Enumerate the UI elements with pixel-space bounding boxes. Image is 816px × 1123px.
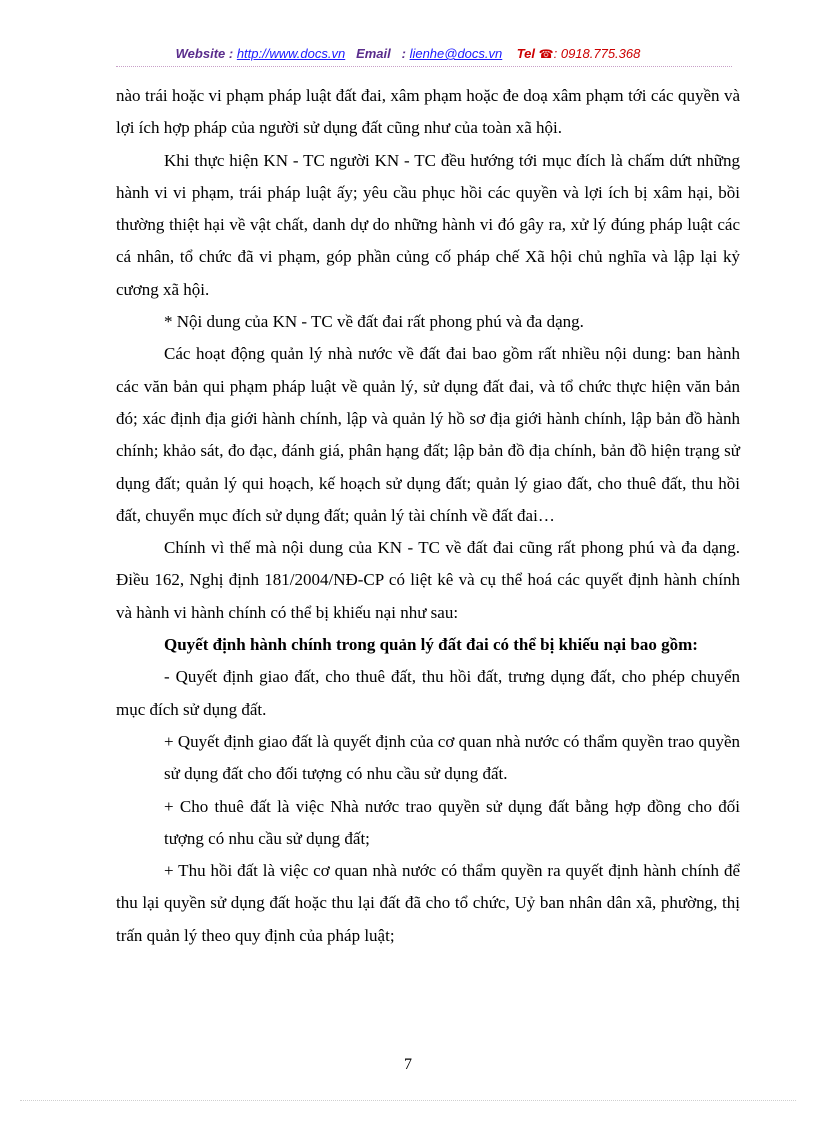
- list-item: + Thu hồi đất là việc cơ quan nhà nước có thẩm quyền ra quyết định hành chính để thu lại quyền sử dụng đất hoặc thu lại đất đã cho tổ chức, Uỷ ban nhân dân xã, phường, thị trấn quản lý theo quy định của pháp luật;: [116, 861, 740, 945]
- paragraph: * Nội dung của KN - TC về đất đai rất phong phú và đa dạng.: [164, 312, 584, 332]
- paragraph: - Quyết định giao đất, cho thuê đất, thu hồi đất, trưng dụng đất, cho phép chuyển mục đích sử dụng đất.: [116, 667, 740, 719]
- list-item: + Quyết định giao đất là quyết định của cơ quan nhà nước có thẩm quyền trao quyền sử dụng đất cho đối tượng có nhu cầu sử dụng đất.: [164, 731, 740, 784]
- page-number: 7: [404, 1056, 412, 1073]
- paragraph: Khi thực hiện KN - TC người KN - TC đều hướng tới mục đích là chấm dứt những hành vi vi phạm, trái pháp luật ấy; yêu cầu phục hồi các quyền và lợi ích bị xâm hại, bồi thường thiệt hại về vật chất, danh dự do những hành vi đó gây ra, xử lý đúng pháp luật các cá nhân, tổ chức đã vi phạm, góp phần củng cố pháp chế Xã hội chủ nghĩa và lập lại kỷ cương xã hội.: [116, 150, 740, 299]
- website-link[interactable]: http://www.docs.vn: [236, 46, 346, 61]
- tel-value: : 0918.775.368: [553, 46, 641, 61]
- website-label: Website :: [175, 46, 234, 61]
- email-link[interactable]: lienhe@docs.vn: [409, 46, 503, 61]
- email-label: Email: [356, 46, 391, 61]
- section-heading: Quyết định hành chính trong quản lý đất đai có thể bị khiếu nại bao gồm:: [164, 635, 698, 655]
- page-header: [0, 46, 816, 61]
- email-separator: :: [401, 46, 406, 61]
- phone-icon: ☎: [538, 47, 554, 61]
- paragraph: Các hoạt động quản lý nhà nước về đất đai bao gồm rất nhiều nội dung: ban hành các văn bản qui phạm pháp luật về quản lý, sử dụng đất đai, và tổ chức thực hiện văn bản đó; xác định địa giới hành chính, lập và quản lý hồ sơ địa giới hành chính, lập bản đồ hành chính; khảo sát, đo đạc, đánh giá, phân hạng đất; lập bản đồ địa chính, bản đồ hiện trạng sử dụng đất; quản lý qui hoạch, kế hoạch sử dụng đất; quản lý giao đất, cho thuê đất, thu hồi đất, chuyển mục đích sử dụng đất; quản lý tài chính về đất đai…: [116, 344, 740, 525]
- header-divider: [116, 66, 732, 67]
- paragraph: Chính vì thế mà nội dung của KN - TC về đất đai cũng rất phong phú và đa dạng. Điều 162, Nghị định 181/2004/NĐ-CP có liệt kê và cụ thể hoá các quyết định hành chính và hành vi hành chính có thể bị khiếu nại như sau:: [116, 538, 740, 622]
- list-item: + Cho thuê đất là việc Nhà nước trao quyền sử dụng đất bằng hợp đồng cho đối tượng có nhu cầu sử dụng đất;: [164, 796, 740, 848]
- document-body: [116, 80, 740, 952]
- tel-label: Tel: [516, 46, 536, 61]
- footer-divider: [20, 1100, 796, 1101]
- paragraph: nào trái hoặc vi phạm pháp luật đất đai, xâm phạm hoặc đe doạ xâm phạm tới các quyền và lợi ích hợp pháp của người sử dụng đất cũng như của toàn xã hội.: [116, 86, 740, 138]
